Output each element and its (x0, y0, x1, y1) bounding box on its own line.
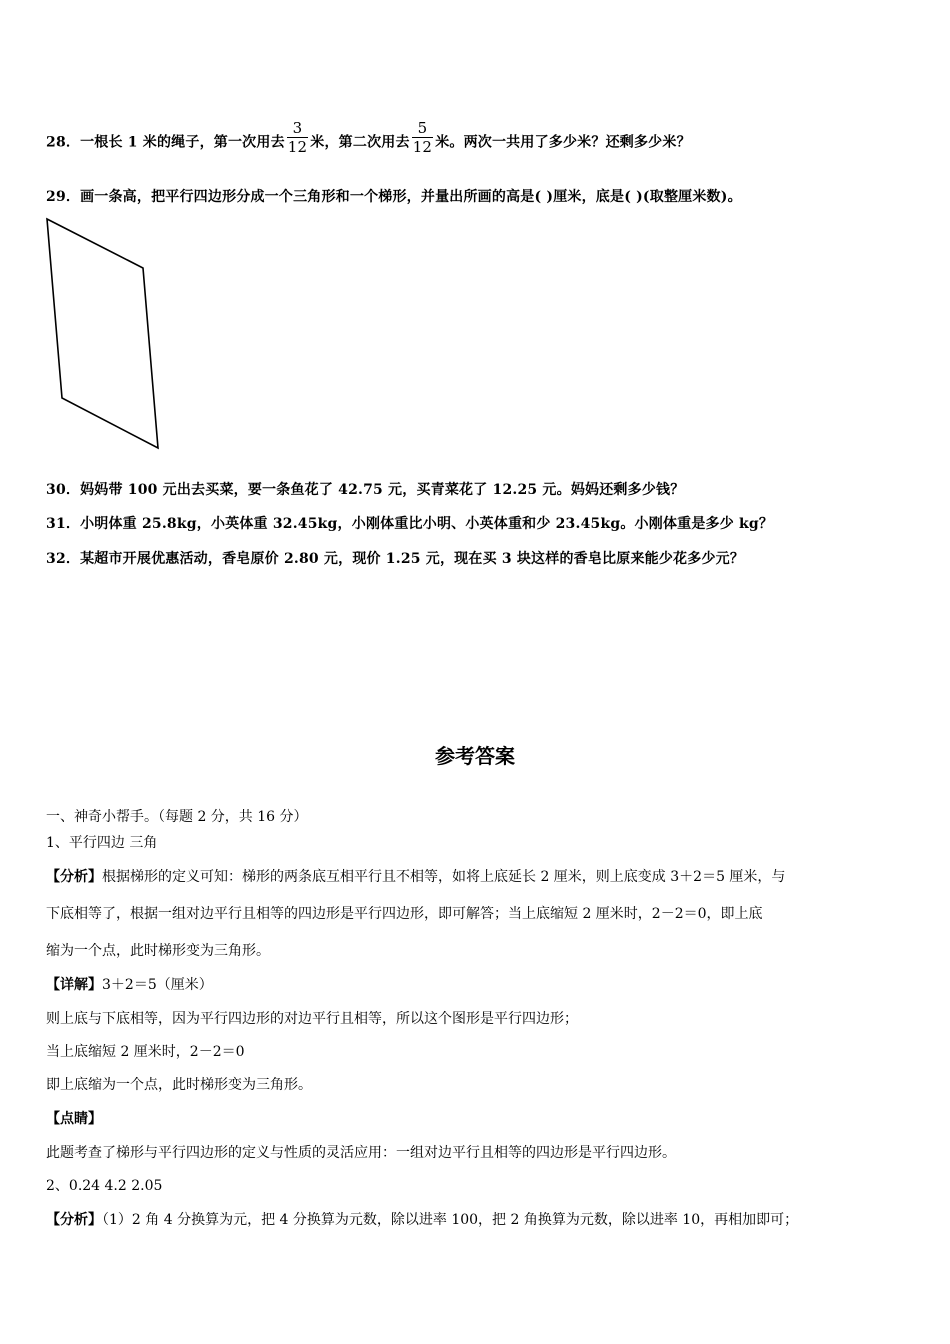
answer-1-analysis-line: 下底相等了，根据一组对边平行且相等的四边形是平行四边形，即可解答；当上底缩短 2 厘米时，2－2＝0，即上底 (46, 906, 763, 922)
analysis-tag: 【分析】 (46, 869, 102, 885)
question-29: 29．画一条高，把平行四边形分成一个三角形和一个梯形，并量出所画的高是( )厘米，底是( )(取整厘米数)。 (46, 189, 742, 205)
analysis-tag: 【分析】 (46, 1212, 102, 1228)
answer-1-detail-line: 即上底缩为一个点，此时梯形变为三角形。 (46, 1077, 312, 1093)
detail-text: 3＋2＝5（厘米） (102, 977, 213, 993)
answer-1-analysis-line (46, 866, 785, 886)
answer-2: 2、0.24 4.2 2.05 (46, 1178, 163, 1194)
parallelogram-figure (0, 0, 950, 470)
answer-1-detail-line (46, 974, 213, 994)
fraction-numerator: 5 (412, 119, 434, 138)
question-31: 31．小明体重 25.8kg，小英体重 32.45kg，小刚体重比小明、小英体重和少 23.45kg。小刚体重是多少 kg？ (46, 516, 774, 532)
answers-title: 参考答案 (435, 744, 515, 768)
fraction-denominator: 12 (412, 138, 433, 156)
detail-tag: 【详解】 (46, 977, 102, 993)
fraction-numerator: 3 (287, 119, 309, 138)
question-30: 30．妈妈带 100 元出去买菜，要一条鱼花了 42.75 元，买青菜花了 12.25 元。妈妈还剩多少钱？ (46, 482, 685, 498)
answer-1-detail-line: 则上底与下底相等，因为平行四边形的对边平行且相等，所以这个图形是平行四边形； (46, 1011, 578, 1027)
answer-1-point-line: 此题考查了梯形与平行四边形的定义与性质的灵活应用：一组对边平行且相等的四边形是平行四边形。 (46, 1145, 676, 1161)
parallelogram-shape (47, 219, 158, 448)
answer-2-analysis-line (46, 1209, 798, 1229)
answer-1-analysis-line: 缩为一个点，此时梯形变为三角形。 (46, 943, 270, 959)
answer-1: 1、平行四边 三角 (46, 835, 158, 851)
section-heading: 一、神奇小帮手。（每题 2 分，共 16 分） (46, 809, 308, 825)
q28-suffix: 米。两次一共用了多少米？还剩多少米？ (435, 134, 691, 151)
analysis-text: 根据梯形的定义可知：梯形的两条底互相平行且不相等，如将上底延长 2 厘米，则上底变成 3＋2＝5 厘米，与 (102, 869, 786, 885)
question-32: 32．某超市开展优惠活动，香皂原价 2.80 元，现价 1.25 元，现在买 3 块这样的香皂比原来能少花多少元？ (46, 551, 745, 567)
analysis-text: （1）2 角 4 分换算为元，把 4 分换算为元数，除以进率 100，把 2 角换算为元数，除以进率 10，再相加即可； (102, 1212, 799, 1228)
fraction-denominator: 12 (287, 138, 308, 156)
q28-prefix: 28．一根长 1 米的绳子，第一次用去 (46, 134, 285, 151)
point-tag: 【点睛】 (46, 1111, 102, 1127)
q28-mid: 米，第二次用去 (310, 134, 410, 151)
answer-1-detail-line: 当上底缩短 2 厘米时，2－2＝0 (46, 1044, 245, 1060)
